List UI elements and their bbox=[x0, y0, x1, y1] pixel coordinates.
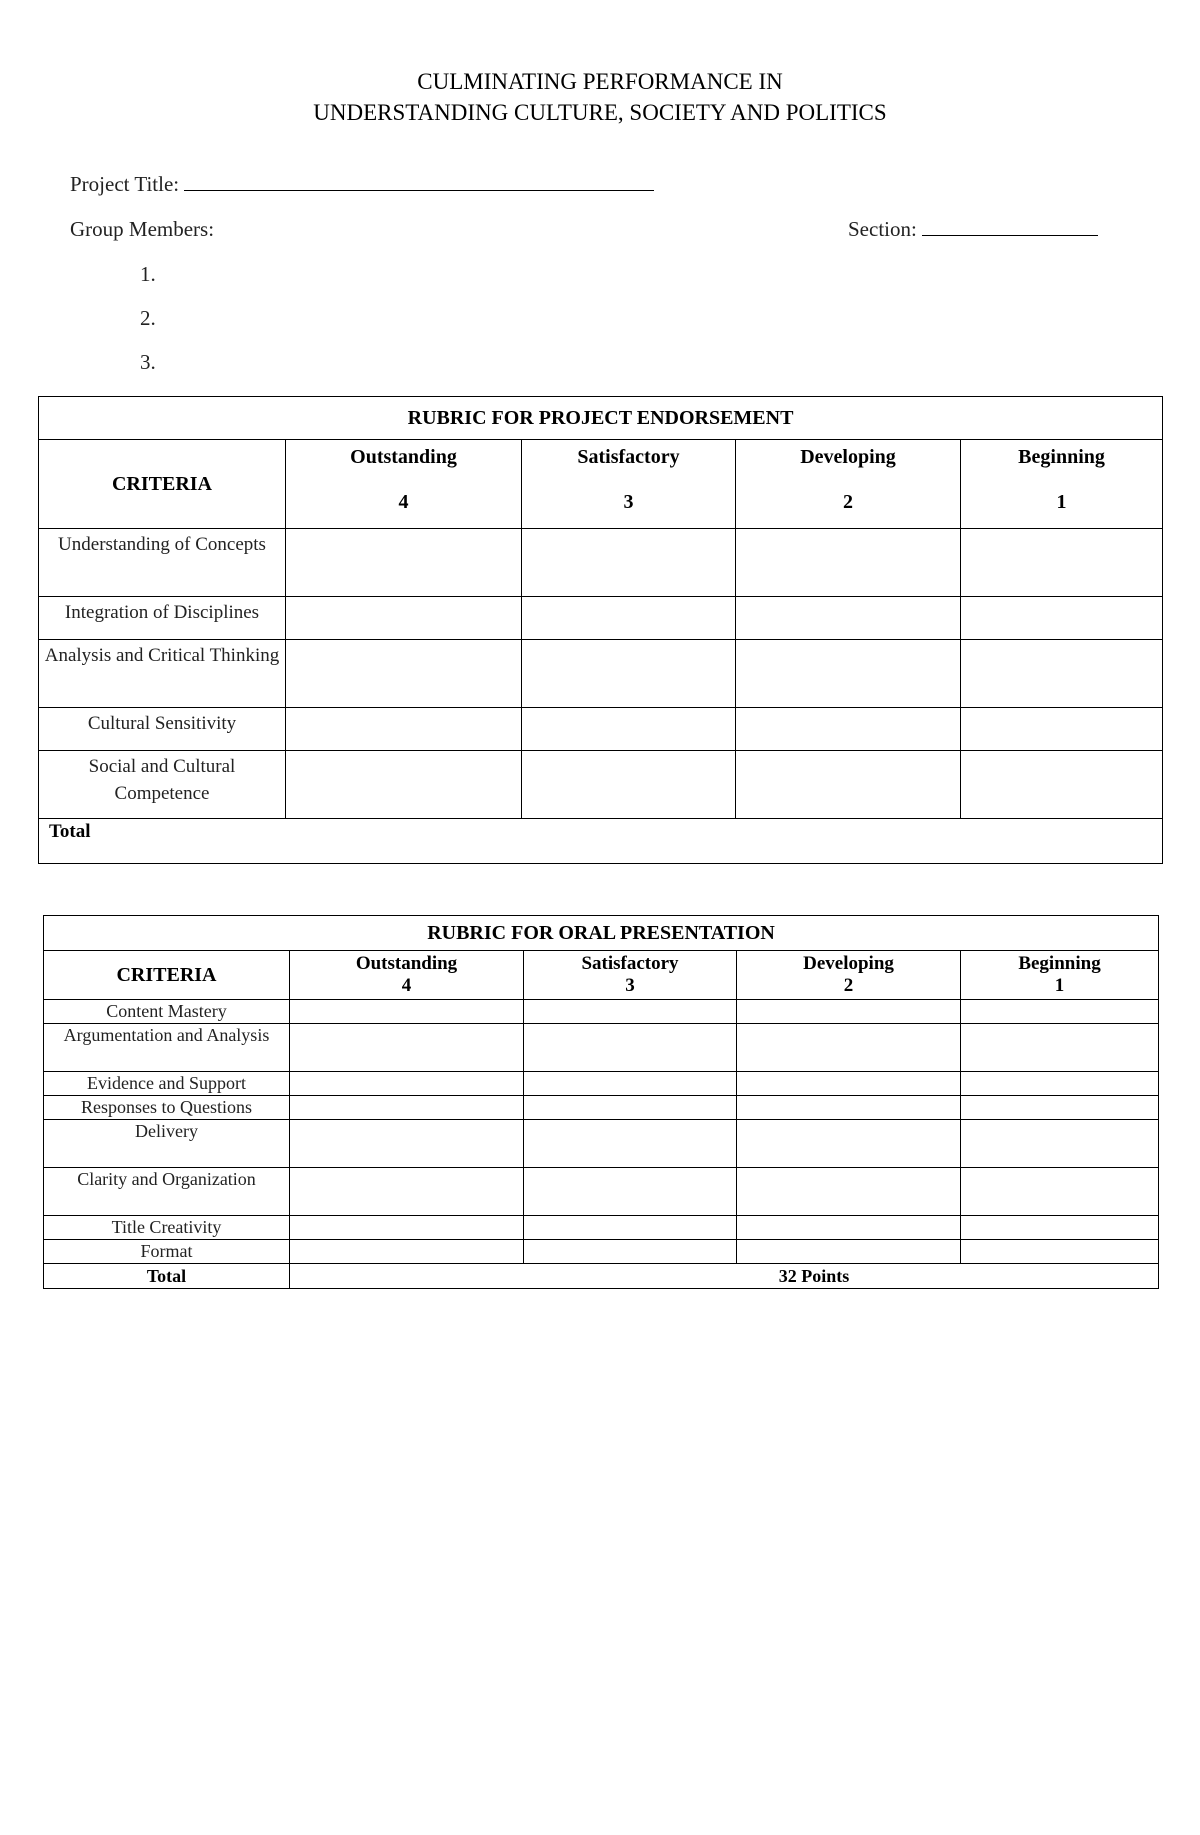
level-points: 1 bbox=[1054, 975, 1065, 996]
criterion-label: Clarity and Organization bbox=[44, 1168, 290, 1216]
score-cell[interactable] bbox=[524, 1000, 737, 1024]
total-label: Total bbox=[44, 1264, 290, 1289]
score-cell[interactable] bbox=[961, 529, 1163, 597]
level-header bbox=[961, 951, 1159, 1000]
table-row bbox=[44, 1168, 1159, 1216]
table-row bbox=[44, 1024, 1159, 1072]
score-cell[interactable] bbox=[961, 1000, 1159, 1024]
level-points: 2 bbox=[843, 975, 854, 996]
score-cell[interactable] bbox=[290, 1072, 524, 1096]
criterion-label: Title Creativity bbox=[44, 1216, 290, 1240]
score-cell[interactable] bbox=[286, 640, 522, 708]
criterion-label: Cultural Sensitivity bbox=[39, 708, 286, 751]
level-points: 4 bbox=[401, 975, 412, 996]
project-endorsement-rubric bbox=[38, 396, 1163, 864]
score-cell[interactable] bbox=[524, 1216, 737, 1240]
criterion-label: Social and Cultural Competence bbox=[39, 751, 286, 819]
score-cell[interactable] bbox=[736, 708, 961, 751]
score-cell[interactable] bbox=[522, 529, 736, 597]
score-cell[interactable] bbox=[737, 1240, 961, 1264]
level-header bbox=[290, 951, 524, 1000]
score-cell[interactable] bbox=[290, 1096, 524, 1120]
score-cell[interactable] bbox=[736, 597, 961, 640]
score-cell[interactable] bbox=[736, 640, 961, 708]
rubric-title: RUBRIC FOR ORAL PRESENTATION bbox=[44, 916, 1159, 951]
table-row bbox=[39, 708, 1163, 751]
criteria-header: CRITERIA bbox=[39, 440, 286, 529]
score-cell[interactable] bbox=[961, 1072, 1159, 1096]
score-cell[interactable] bbox=[524, 1096, 737, 1120]
score-cell[interactable] bbox=[286, 708, 522, 751]
level-label: Outstanding bbox=[350, 446, 457, 468]
score-cell[interactable] bbox=[286, 529, 522, 597]
level-label: Satisfactory bbox=[577, 446, 680, 468]
total-points: 32 Points bbox=[290, 1264, 1159, 1289]
level-label: Developing bbox=[803, 953, 894, 974]
criterion-label: Analysis and Critical Thinking bbox=[39, 640, 286, 708]
member-1: 1. bbox=[140, 262, 156, 286]
score-cell[interactable] bbox=[290, 1216, 524, 1240]
score-cell[interactable] bbox=[961, 1168, 1159, 1216]
score-cell[interactable] bbox=[522, 640, 736, 708]
criterion-label: Responses to Questions bbox=[44, 1096, 290, 1120]
level-header bbox=[524, 951, 737, 1000]
score-cell[interactable] bbox=[290, 1168, 524, 1216]
table-row bbox=[44, 1120, 1159, 1168]
table-row bbox=[44, 1000, 1159, 1024]
score-cell[interactable] bbox=[961, 640, 1163, 708]
score-cell[interactable] bbox=[290, 1024, 524, 1072]
level-points: 3 bbox=[625, 975, 635, 996]
table-row bbox=[39, 640, 1163, 708]
criterion-label: Content Mastery bbox=[44, 1000, 290, 1024]
title-line-1: CULMINATING PERFORMANCE IN bbox=[417, 69, 783, 94]
total-row bbox=[44, 1264, 1159, 1289]
criterion-label: Argumentation and Analysis bbox=[44, 1024, 290, 1072]
title-line-2: UNDERSTANDING CULTURE, SOCIETY AND POLITICS bbox=[313, 100, 887, 125]
table-row bbox=[44, 1216, 1159, 1240]
score-cell[interactable] bbox=[524, 1168, 737, 1216]
score-cell[interactable] bbox=[524, 1072, 737, 1096]
level-header bbox=[286, 440, 522, 529]
section-blank[interactable] bbox=[922, 217, 1098, 236]
level-header bbox=[737, 951, 961, 1000]
score-cell[interactable] bbox=[286, 751, 522, 819]
document-title bbox=[0, 66, 1200, 128]
score-cell[interactable] bbox=[522, 751, 736, 819]
score-cell[interactable] bbox=[737, 1168, 961, 1216]
score-cell[interactable] bbox=[961, 1240, 1159, 1264]
table-row bbox=[39, 529, 1163, 597]
rubric-title: RUBRIC FOR PROJECT ENDORSEMENT bbox=[39, 397, 1163, 440]
score-cell[interactable] bbox=[961, 1096, 1159, 1120]
score-cell[interactable] bbox=[961, 1024, 1159, 1072]
score-cell[interactable] bbox=[736, 751, 961, 819]
group-members-label: Group Members: bbox=[70, 217, 215, 241]
score-cell[interactable] bbox=[736, 529, 961, 597]
criterion-label: Integration of Disciplines bbox=[39, 597, 286, 640]
table-row bbox=[44, 1072, 1159, 1096]
table-row bbox=[39, 597, 1163, 640]
score-cell[interactable] bbox=[961, 708, 1163, 751]
score-cell[interactable] bbox=[286, 597, 522, 640]
score-cell[interactable] bbox=[522, 597, 736, 640]
total-row: Total bbox=[39, 819, 1163, 864]
table-row bbox=[39, 751, 1163, 819]
member-3: 3. bbox=[140, 350, 156, 374]
level-points: 1 bbox=[1056, 491, 1067, 513]
score-cell[interactable] bbox=[522, 708, 736, 751]
table-row bbox=[44, 1096, 1159, 1120]
score-cell[interactable] bbox=[290, 1120, 524, 1168]
level-header bbox=[522, 440, 736, 529]
level-header bbox=[961, 440, 1163, 529]
level-points: 2 bbox=[843, 491, 853, 513]
section-label: Section: bbox=[848, 217, 917, 241]
project-title-field bbox=[70, 172, 654, 197]
criteria-header: CRITERIA bbox=[44, 951, 290, 1000]
level-label: Outstanding bbox=[355, 953, 458, 974]
table-row bbox=[44, 1240, 1159, 1264]
score-cell[interactable] bbox=[961, 1120, 1159, 1168]
score-cell[interactable] bbox=[524, 1120, 737, 1168]
score-cell[interactable] bbox=[737, 1216, 961, 1240]
score-cell[interactable] bbox=[524, 1024, 737, 1072]
score-cell[interactable] bbox=[961, 751, 1163, 819]
criterion-label: Understanding of Concepts bbox=[39, 529, 286, 597]
criterion-label: Evidence and Support bbox=[44, 1072, 290, 1096]
level-label: Satisfactory bbox=[581, 953, 679, 974]
oral-presentation-rubric bbox=[43, 915, 1159, 1289]
project-title-label: Project Title: bbox=[70, 172, 180, 196]
level-label: Beginning bbox=[1018, 446, 1105, 468]
score-cell[interactable] bbox=[961, 1216, 1159, 1240]
score-cell[interactable] bbox=[961, 597, 1163, 640]
score-cell[interactable] bbox=[737, 1120, 961, 1168]
criterion-label: Format bbox=[44, 1240, 290, 1264]
score-cell[interactable] bbox=[290, 1000, 524, 1024]
level-label: Developing bbox=[800, 446, 896, 468]
score-cell[interactable] bbox=[737, 1072, 961, 1096]
section-field bbox=[848, 217, 1098, 242]
score-cell[interactable] bbox=[737, 1024, 961, 1072]
score-cell[interactable] bbox=[737, 1096, 961, 1120]
score-cell[interactable] bbox=[524, 1240, 737, 1264]
score-cell[interactable] bbox=[737, 1000, 961, 1024]
level-points: 4 bbox=[398, 491, 409, 513]
criterion-label: Delivery bbox=[44, 1120, 290, 1168]
level-label: Beginning bbox=[1018, 953, 1101, 974]
project-title-blank[interactable] bbox=[184, 172, 654, 191]
level-header bbox=[736, 440, 961, 529]
level-points: 3 bbox=[623, 491, 634, 513]
score-cell[interactable] bbox=[290, 1240, 524, 1264]
member-2: 2. bbox=[140, 306, 156, 330]
